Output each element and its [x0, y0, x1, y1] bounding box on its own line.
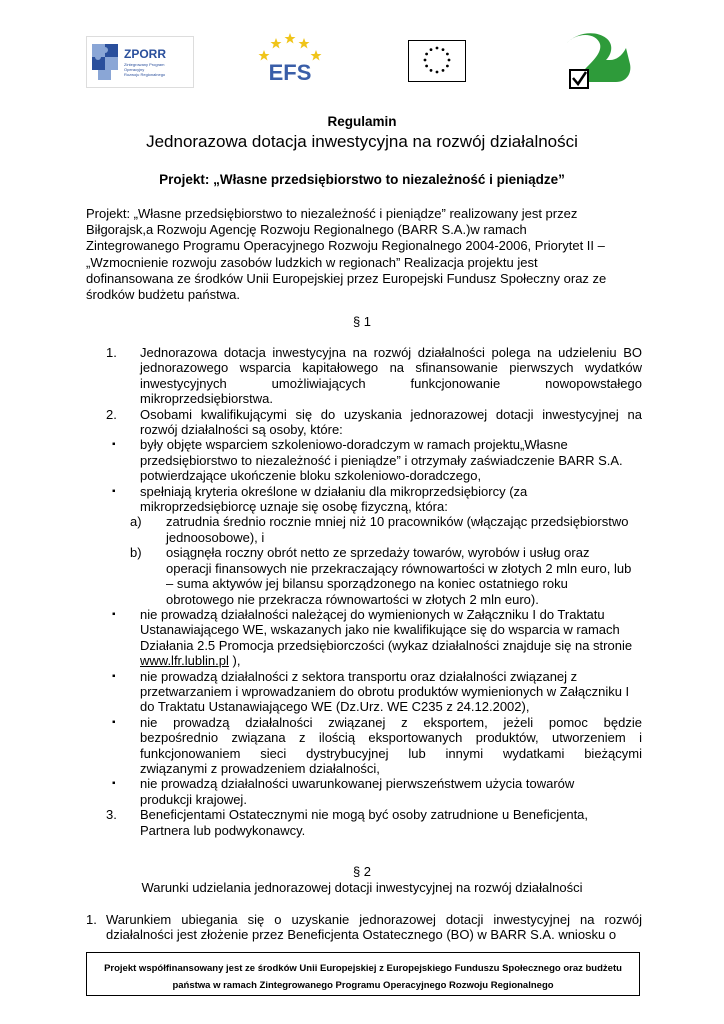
sub-list-item — [86, 514, 642, 545]
section-2-mark: § 2 — [352, 864, 372, 879]
list-marker: 1. — [106, 345, 117, 360]
list-item — [86, 607, 642, 669]
line: Beneficjentami Ostatecznymi nie mogą być osoby zatrudnione u Beneficjenta, — [140, 807, 589, 823]
star-icon — [259, 33, 322, 61]
line: przetwarzaniem i wprowadzaniem do obrotu produktów wymienionych w Załączniku I — [140, 683, 630, 699]
svg-text:Rozwoju Regionalnego: Rozwoju Regionalnego — [124, 72, 166, 77]
list-marker: a) — [130, 514, 142, 530]
list-marker: 1. — [86, 912, 97, 927]
svg-text:Zintegrowany Program: Zintegrowany Program — [124, 62, 165, 67]
intro-line: Projekt: „Własne przedsiębiorstwo to niezależność i pieniądze” realizowany jest przez — [86, 206, 578, 221]
line: spełniają kryteria określone w działaniu dla mikroprzedsiębiorcy (za — [140, 483, 528, 499]
list-marker: b) — [130, 545, 142, 561]
eu-flag — [408, 40, 466, 82]
line: osiągnęła roczny obrót netto ze sprzedaży towarów, wyrobów i usług oraz — [166, 545, 590, 561]
line: Partnera lub podwykonawcy. — [140, 822, 306, 838]
section-2-title: Warunki udzielania jednorazowej dotacji inwestycyjnej na rozwój działalności — [141, 880, 583, 895]
logo-bar — [0, 0, 724, 100]
list-item — [86, 345, 642, 407]
line: mikroprzedsiębiorstwa. — [140, 391, 273, 407]
intro-line: Biłgorajsk,a Rozwoju Agencję Rozwoju Regionalnego (BARR S.A.)w ramach — [86, 222, 527, 238]
footer-line: państwa w ramach Zintegrowanego Programu Operacyjnego Rozwoju Regionalnego — [172, 980, 554, 991]
list-item — [86, 484, 642, 515]
funding-footer — [86, 952, 640, 996]
line — [140, 653, 642, 668]
line: nie prowadzą działalności uwarunkowanej pierwszeństwem użycia towarów — [140, 776, 575, 792]
list-item — [86, 807, 642, 838]
zporr-name: ZPORR — [124, 47, 166, 61]
intro-line: dofinansowana ze środków Unii Europejskiej przez Europejski Fundusz Społeczny oraz ze — [86, 270, 607, 286]
efs-name: EFS — [268, 60, 312, 85]
swan-icon — [566, 33, 630, 88]
line: Jednorazowa dotacja inwestycyjna na rozwój działalności polega na udzieleniu BO — [140, 345, 642, 360]
project-title: Projekt: „Własne przedsiębiorstwo to niezależność i pieniądze” — [159, 172, 565, 187]
line: produkcji krajowej. — [140, 791, 247, 807]
line: mikroprzedsiębiorcę uznaje się osobę fizyczną, która: — [140, 499, 448, 515]
line: jednoosobowe), i — [166, 529, 265, 545]
intro-paragraph — [86, 206, 646, 303]
line: do Traktatu Ustanawiającego WE (Dz.Urz. WE C235 z 24.12.2002), — [140, 699, 530, 715]
sub-list-item — [86, 545, 642, 607]
intro-line: środków budżetu państwa. — [86, 287, 240, 303]
line: funkcjonowaniem sieci dystrybucyjnej lub innymi wydatkami bieżącymi — [140, 745, 642, 761]
footer-line: Projekt współfinansowany jest ze środków Unii Europejskiej z Europejskiego Funduszu Społecznego oraz budżetu — [104, 963, 622, 974]
efs-logo — [250, 28, 330, 86]
list-item — [86, 912, 642, 943]
line: nie prowadzą działalności z sektora transportu oraz działalności związanej z — [140, 668, 578, 684]
bullet-marker: ▪ — [112, 608, 116, 620]
bullet-marker: ▪ — [112, 485, 116, 497]
zporr-logo — [86, 36, 194, 88]
list-marker: 2. — [106, 406, 117, 422]
list-item — [86, 437, 642, 483]
line: Działania 2.5 Promocja przedsiębiorczości (wykaz działalności znajduje się na stronie — [140, 637, 633, 653]
line: zatrudnia średnio rocznie mniej niż 10 pracowników (włączając przedsiębiorstwo — [166, 514, 629, 530]
regional-swan-logo — [556, 30, 640, 96]
line: bezpośrednio związana z ilością eksportowanych produktów, utworzeniem i — [140, 730, 642, 746]
line: jednorazowego wsparcia kapitałowego na sfinansowanie pierwszych wydatków — [140, 360, 642, 376]
line: działalności jest złożenie przez Beneficjenta Ostatecznego (BO) w BARR S.A. wniosku o — [106, 927, 617, 943]
section-2-body — [86, 912, 642, 943]
line: nie prowadzą działalności związanej z eksportem, jeżeli pomoc będzie — [140, 714, 642, 730]
bullet-marker: ▪ — [112, 670, 116, 682]
intro-line: Zintegrowanego Programu Operacyjnego Rozwoju Regionalnego 2004-2006, Priorytet II – — [86, 238, 605, 254]
line: Ustanawiającego WE, wskazanych jako nie kwalifikujące się do wsparcia w ramach — [140, 622, 620, 638]
lfr-link[interactable]: www.lfr.lublin.pl — [140, 653, 229, 669]
list-item — [86, 715, 642, 777]
list-item — [86, 669, 642, 715]
section-1-mark: § 1 — [352, 314, 372, 329]
list-item — [86, 776, 642, 807]
line: były objęte wsparciem szkoleniowo-doradczym w ramach projektu„Własne — [140, 437, 568, 453]
line: operacji finansowych nie przekraczający równowartości w złotych 2 mln euro, lub — [166, 560, 632, 576]
bullet-marker: ▪ — [112, 716, 116, 728]
line: nie prowadzą działalności należącej do wymienionych w Załączniku I do Traktatu — [140, 606, 605, 622]
line: Warunkiem ubiegania się o uzyskanie jednorazowej dotacji inwestycyjnej na rozwój — [106, 912, 642, 927]
svg-text:Operacyjny: Operacyjny — [124, 67, 145, 72]
bullet-marker: ▪ — [112, 778, 116, 790]
document-type: Regulamin — [327, 114, 397, 129]
intro-line: „Wzmocnienie rozwoju zasobów ludzkich w regionach” Realizacja projektu jest — [86, 254, 538, 270]
line: inwestycyjnych umożliwiających funkcjonowanie nowopowstałego — [140, 375, 642, 391]
line: potwierdzające ukończenie bloku szkoleniowo-doradczego, — [140, 468, 482, 484]
line: Osobami kwalifikującymi się do uzyskania jednorazowej dotacji inwestycyjnej na — [140, 406, 642, 422]
line: obrotowego nie przekracza równowartości w złotych 2 mln euro). — [166, 591, 539, 607]
line: przedsiębiorstwo to niezależność i pieniądze” i otrzymały zaświadczenie BARR S.A. — [140, 452, 623, 468]
line-tail: ), — [228, 653, 241, 669]
list-item — [86, 407, 642, 438]
document-title: Jednorazowa dotacja inwestycyjna na rozwój działalności — [146, 132, 578, 151]
list-marker: 3. — [106, 807, 117, 823]
line: – suma aktywów jej bilansu sporządzonego na koniec ostatniego roku — [166, 576, 568, 592]
line: rozwój działalności są osoby, które: — [140, 422, 343, 438]
section-1-body — [86, 345, 642, 838]
line: związanymi z prowadzeniem działalności, — [140, 760, 380, 776]
bullet-marker: ▪ — [112, 439, 116, 451]
